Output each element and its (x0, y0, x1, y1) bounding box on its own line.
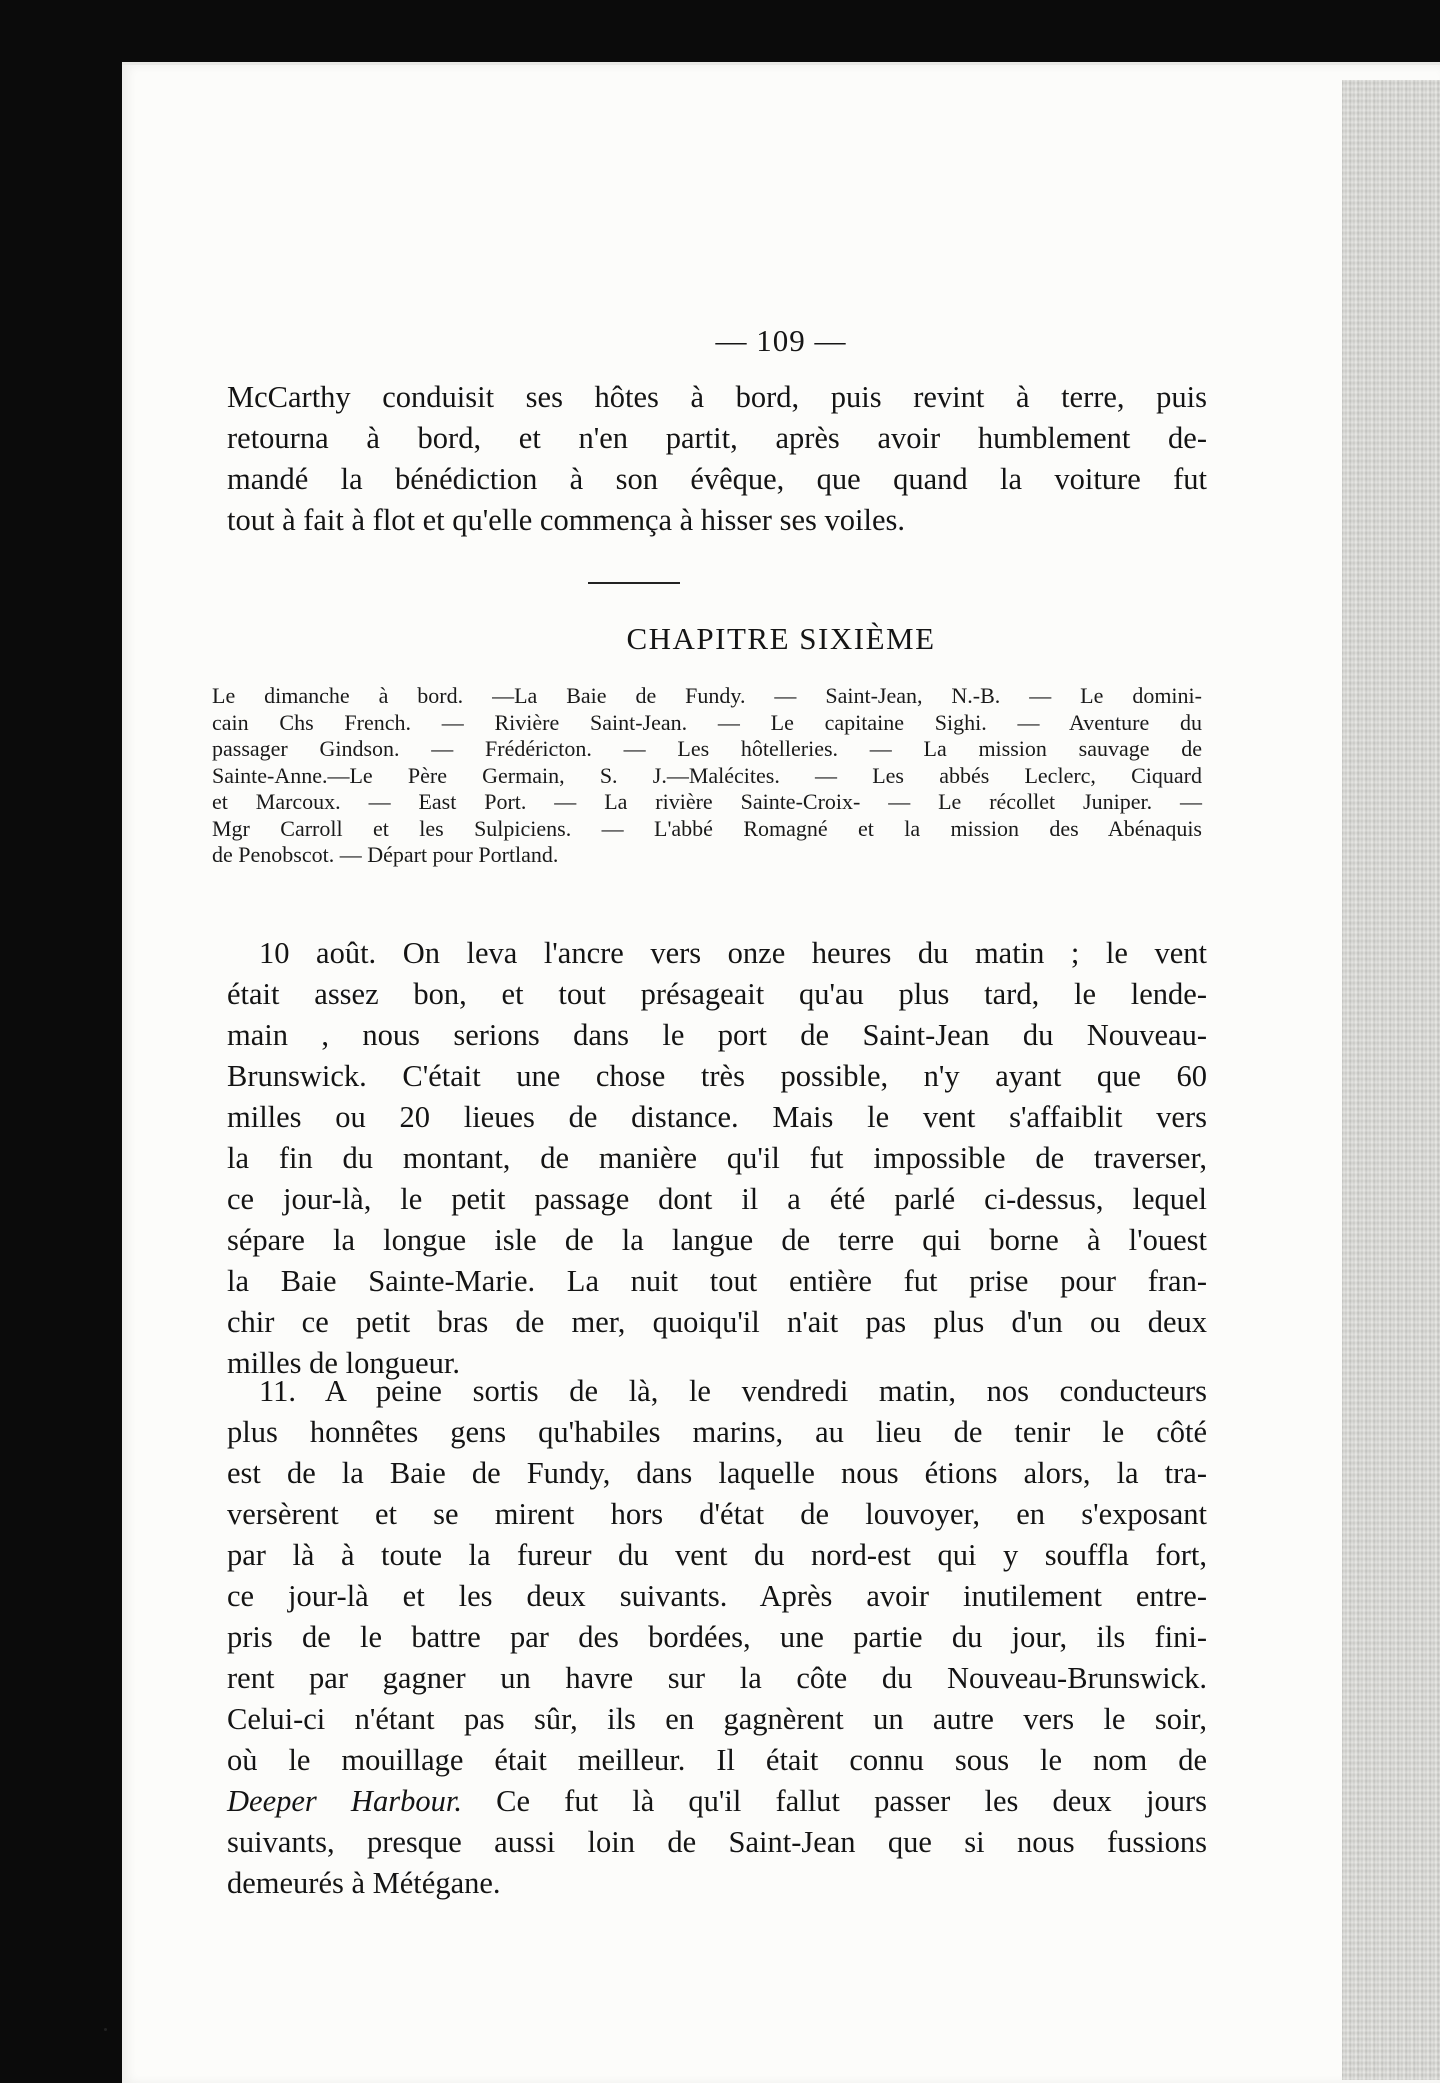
summary-line: cain Chs French. — Rivière Saint-Jean. — Le capitaine Sighi. — Aventure du (212, 709, 1202, 735)
section-divider (588, 582, 680, 584)
text-line: par là à toute la fureur du vent du nord-est qui y souffla fort, (227, 1538, 1207, 1572)
text-line: milles de longueur. (227, 1346, 460, 1380)
text-line: pris de le battre par des bordées, une partie du jour, ils fini- (227, 1620, 1207, 1654)
italic-place-name: Deeper Harbour. (227, 1784, 462, 1818)
text-line: 11. A peine sortis de là, le vendredi matin, nos conducteurs (259, 1374, 1207, 1408)
text-line: retourna à bord, et n'en partit, après avoir humblement de- (227, 421, 1207, 455)
text-line: versèrent et se mirent hors d'état de louvoyer, en s'exposant (227, 1497, 1207, 1531)
text-line: 10 août. On leva l'ancre vers onze heures du matin ; le vent (259, 936, 1207, 970)
page-edge-texture (1342, 80, 1440, 2080)
text-line: ce jour-là, le petit passage dont il a été parlé ci-dessus, lequel (227, 1182, 1207, 1216)
summary-line: passager Gindson. — Frédéricton. — Les hôtelleries. — La mission sauvage de (212, 736, 1202, 761)
text-line: McCarthy conduisit ses hôtes à bord, puis revint à terre, puis (227, 380, 1207, 414)
text-line: Brunswick. C'était une chose très possible, n'y ayant que 60 (227, 1059, 1207, 1093)
text-line: où le mouillage était meilleur. Il était connu sous le nom de (227, 1743, 1207, 1777)
text-line: était assez bon, et tout présageait qu'au plus tard, le lende- (227, 977, 1207, 1011)
paragraph-3 (227, 1371, 1207, 1904)
text-line: la Baie Sainte-Marie. La nuit tout entière fut prise pour fran- (227, 1264, 1207, 1298)
text-line: plus honnêtes gens qu'habiles marins, au lieu de tenir le côté (227, 1415, 1207, 1449)
text-line: main , nous serions dans le port de Saint-Jean du Nouveau- (227, 1018, 1207, 1052)
text-line: la fin du montant, de manière qu'il fut impossible de traverser, (227, 1141, 1207, 1175)
text-line: ce jour-là et les deux suivants. Après avoir inutilement entre- (227, 1579, 1207, 1613)
text-line: sépare la longue isle de la langue de terre qui borne à l'ouest (227, 1223, 1207, 1257)
text-line: rent par gagner un havre sur la côte du Nouveau-Brunswick. (227, 1661, 1207, 1695)
text-line: chir ce petit bras de mer, quoiqu'il n'ait pas plus d'un ou deux (227, 1305, 1207, 1339)
paragraph-1 (227, 377, 1207, 541)
summary-line: Sainte-Anne.—Le Père Germain, S. J.—Malécites. — Les abbés Leclerc, Ciquard (212, 762, 1202, 788)
text-line: tout à fait à flot et qu'elle commença à hisser ses voiles. (227, 503, 905, 537)
text-line: mandé la bénédiction à son évêque, que quand la voiture fut (227, 462, 1207, 496)
paragraph-2 (227, 933, 1207, 1384)
summary-line: et Marcoux. — East Port. — La rivière Sainte-Croix- — Le récollet Juniper. — (212, 789, 1202, 814)
text-line: demeurés à Métégane. (227, 1866, 501, 1900)
book-page (122, 62, 1440, 2083)
text-line: milles ou 20 lieues de distance. Mais le vent s'affaiblit vers (227, 1100, 1207, 1134)
scan-speck (104, 2028, 107, 2031)
chapter-summary (212, 683, 1202, 869)
text-line: Celui-ci n'étant pas sûr, ils en gagnèrent un autre vers le soir, (227, 1702, 1207, 1736)
summary-line: Le dimanche à bord. —La Baie de Fundy. — Saint-Jean, N.-B. — Le domini- (212, 683, 1202, 708)
page-number: — 109 — (715, 323, 847, 358)
text-line-with-italic (227, 1781, 1207, 1822)
text-fragment: Ce fut là qu'il fallut passer les deux jours (461, 1784, 1207, 1818)
chapter-title: CHAPITRE SIXIÈME (626, 621, 936, 656)
summary-line: de Penobscot. — Départ pour Portland. (212, 842, 559, 867)
text-line: suivants, presque aussi loin de Saint-Jean que si nous fussions (227, 1825, 1207, 1859)
text-line: est de la Baie de Fundy, dans laquelle nous étions alors, la tra- (227, 1456, 1207, 1490)
summary-line: Mgr Carroll et les Sulpiciens. — L'abbé Romagné et la mission des Abénaquis (212, 815, 1202, 841)
